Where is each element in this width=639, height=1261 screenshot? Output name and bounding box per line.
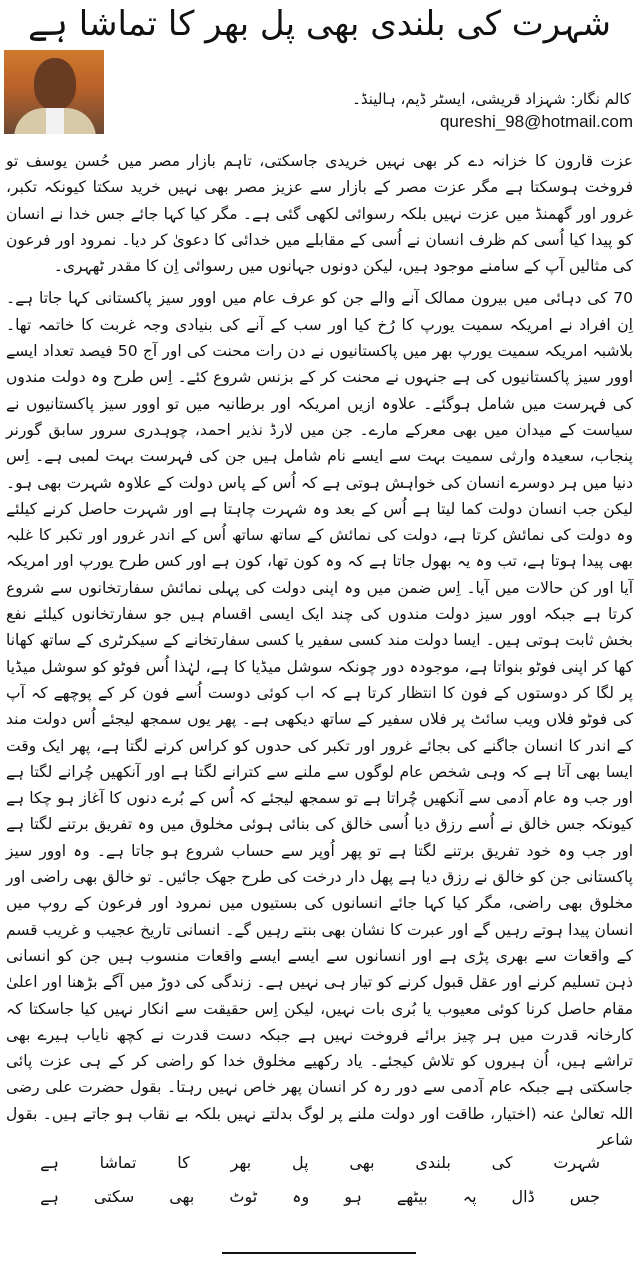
author-photo bbox=[4, 50, 104, 134]
poem-word: پل bbox=[292, 1153, 309, 1172]
author-photo-face bbox=[34, 58, 76, 110]
article-title: شہرت کی بلندی بھی پل بھر کا تماشا ہے bbox=[28, 4, 611, 44]
author-photo-collar bbox=[46, 108, 64, 134]
poem-word: کی bbox=[491, 1153, 513, 1172]
poem-word: بھی bbox=[349, 1153, 375, 1172]
poem-word: بلندی bbox=[415, 1153, 451, 1172]
article-paragraph: 70 کی دہائی میں بیرون ممالک آنے والے جن کو عرف عام میں اوور سیز پاکستانی کہا جاتا ہے۔ اِن افراد نے امریکہ سمیت یورپ کا رُخ کیا اور سب کے آنے کی بنیادی وجہ غربت کا خاتمہ تھا۔ بلاشبہ امریکہ سمیت یورپ بھر میں پاکستانیوں نے دن رات محنت کی اور آج 50 فیصد تعداد ایسے اوور سیز پاکستانیوں کی ہے جنہوں نے محنت کر کے بزنس شروع کئے۔ اِس طرح وہ دولت مندوں کی فہرست میں شامل ہوگئے۔ علاوہ ازیں امریکہ اور برطانیہ میں تو اوور سیز پاکستانیوں نے سیاست کے میدان میں بھی معرکے مارے۔ جن میں لارڈ نذیر احمد، چوہدری سرور سابق گورنر پنجاب، سعیدہ وارثی سمیت بہت سے ایسے نام شامل ہیں جن کی فہرست بہت لمبی ہے۔ اِس دنیا میں ہر دوسرے انسان کی خواہش ہوتی ہے کہ اُس کے پاس دولت کے علاوہ شہرت بھی ہو۔ لیکن جب انسان دولت کما لیتا ہے اُس کے بعد وہ شہرت چاہتا ہے اور شہرت حاصل کرنے کیلئے وہ دولت کی نمائش کرتا ہے، دولت کی نمائش کے ساتھ ساتھ اُس کے اندر غرور اور تکبر کا غلبہ بھی پیدا ہوتا ہے، تب وہ یہ بھول جاتا ہے کہ وہ کون تھا، کون ہے اور کس طرح یورپ اور امریکہ آیا اور کن حالات میں آیا۔ اِس ضمن میں وہ اپنی دولت کی پہلی نمائش سفارتخانوں سے شروع کرتا ہے جبکہ اوور سیز دولت مندوں کی چند ایک ایسی اقسام ہیں جو سفارتخانوں کیلئے نفع بخش ثابت ہوتی ہیں۔ ایسا دولت مند کسی سفیر یا کسی سفارتخانے کے سیکرٹری کے ساتھ کھانا کھا کر اپنی فوٹو بنواتا ہے، موجودہ دور چونکہ سوشل میڈیا کا ہے، لہٰذا اُس فوٹو کو سوشل میڈیا پر لگا کر دوستوں کے فون کا انتظار کرتا ہے کہ اب کوئی دوست اُسے فون کر کے پوچھے کہ آپ کی فوٹو فلاں ویب سائٹ پر فلاں سفیر کے ساتھ دیکھی ہے۔ پھر یوں سمجھ لیجئے اُس دولت مند کے اندر کا انسان جاگنے کی بجائے غرور اور تکبر کی حدوں کو کراس کرنے لگتا ہے، پھر ایک وقت ایسا بھی آتا ہے کہ وہی شخص عام لوگوں سے ملنے سے کترانے لگتا ہے اور آنکھیں چُرانے لگتا ہے اور جب وہ عام آدمی سے آنکھیں چُراتا ہے تو سمجھ لیجئے کہ اُس کے بُرے دنوں کا آغاز ہو چکا ہے کیونکہ جس خالق نے اُسے رزق دیا اُسی خالق کی بنائی ہوئی مخلوق میں وہ تفریق برتنے لگتا ہے اور جب وہ خود تفریق برتنے لگتا ہے تو پھر اُوپر سے حساب شروع ہو جاتا ہے۔ وہ اوور سیز پاکستانی جن کو خالق نے رزق دیا ہے پھل دار درخت کی طرح جھک جائیں۔ تو خالق بھی راضی اور مخلوق بھی راضی، مگر کیا کہا جائے انسانوں کی بستیوں میں نمرود اور فرعون کے روپ میں انسان پیدا ہوتے رہیں گے اور عبرت کا نشان بھی بنتے رہیں گے۔ انسانی تاریخ عجیب و غریب قسم کے واقعات سے بھری پڑی ہے اور انسانوں سے ایسے ایسے واقعات منسوب ہیں جن کو انسانی ذہن تسلیم کرنے اور عقل قبول کرنے کو تیار ہی نہیں ہے۔ زندگی کی دوڑ میں آگے بڑھنا اور اعلیٰ مقام حاصل کرنا کوئی معیوب یا بُری بات نہیں، لیکن اِس حقیقت سے انکار نہیں کیا جاسکتا کہ کارخانہ قدرت میں ہر چیز برائے فروخت نہیں ہے جبکہ دست قدرت نے کچھ نایاب ہیرے بھی تراشے ہیں، اُن ہیروں کو تلاش کیجئے۔ یاد رکھیے مخلوق خدا کو راضی کر کے ہی عزت پائی جاسکتی ہے جبکہ عام آدمی سے دور رہ کر انسان پھر خاص نہیں رہتا۔ بقول حضرت علی رضی اللہ تعالیٰ عنہ (اختیار، طاقت اور دولت ملنے پر لوگ بدلتے نہیں بلکہ بے نقاب ہو جاتے ہیں۔ بقول شاعر bbox=[6, 289, 633, 1149]
poem-word: سکتی bbox=[93, 1187, 135, 1206]
poem-word: کا bbox=[177, 1153, 190, 1172]
poem-word: جس bbox=[569, 1187, 600, 1206]
poem-word: ہے bbox=[40, 1187, 59, 1206]
author-byline: کالم نگار: شہزاد قریشی، ایسٹر ڈیم، ہالینڈ۔ bbox=[352, 90, 631, 108]
poem-verse-line bbox=[40, 1184, 600, 1210]
end-divider bbox=[222, 1252, 416, 1254]
poem-word: ہو bbox=[344, 1187, 362, 1206]
poem-word: بھی bbox=[169, 1187, 195, 1206]
poem-word: تماشا bbox=[99, 1153, 137, 1172]
author-email[interactable]: qureshi_98@hotmail.com bbox=[439, 112, 633, 131]
article-paragraph: عزت قارون کا خزانہ دے کر بھی نہیں خریدی جاسکتی، تاہم بازار مصر میں حُسن یوسف تو فروخت ہوسکتا ہے مگر عزت مصر کے بازار سے عزیز مصر بھی نہیں خرید سکتا کیونکہ تکبر، غرور اور گھمنڈ میں عزت نہیں بلکہ رسوائی لکھی گئی ہے۔ مگر کیا کہا جائے جس خدا نے انسان کو پیدا کیا اُسی کم ظرف انسان نے اُسی کے مقابلے میں خدائی کا دعویٰ کر دیا۔ نمرود اور فرعون کی مثالیں آپ کے سامنے موجود ہیں، لیکن دونوں جہانوں میں رسوائی اِن کا مقدر ٹھہری۔ bbox=[6, 152, 633, 276]
poem-word: شہرت bbox=[553, 1153, 600, 1172]
article-body bbox=[6, 148, 633, 1159]
poem-word: بھر bbox=[230, 1153, 252, 1172]
poem-word: ڈال bbox=[511, 1187, 535, 1206]
poem-word: ہے bbox=[40, 1153, 59, 1172]
poem-verse-line bbox=[40, 1150, 600, 1176]
poem-word: بیٹھے bbox=[396, 1187, 428, 1206]
poem-word: ٹوٹ bbox=[229, 1187, 258, 1206]
poem-word: وہ bbox=[292, 1187, 310, 1206]
poem-word: پہ bbox=[462, 1187, 477, 1206]
